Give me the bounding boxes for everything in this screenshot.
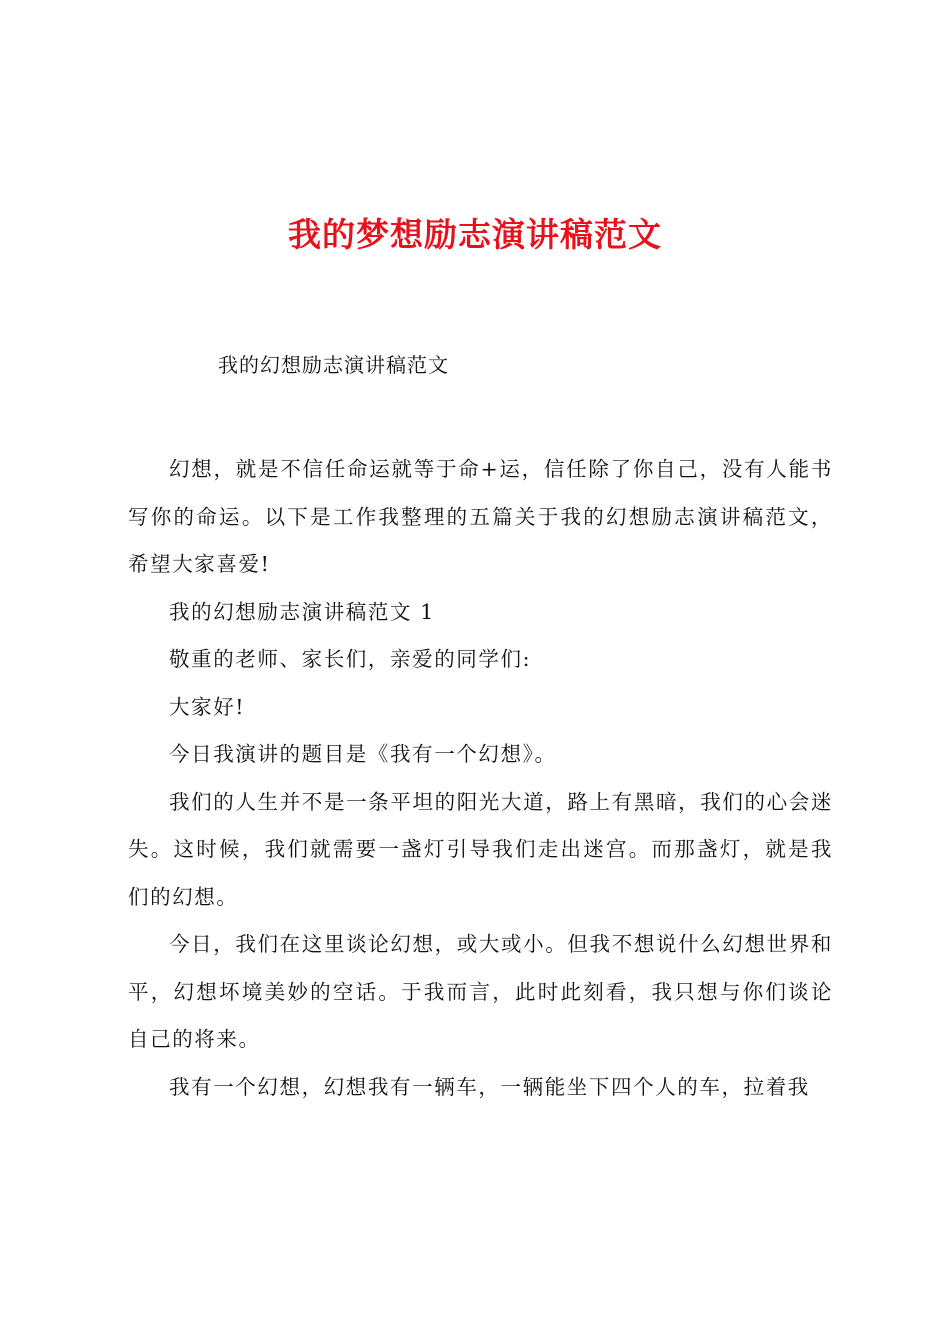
paragraph-salutation: 敬重的老师、家长们，亲爱的同学们: <box>169 647 532 671</box>
paragraph-dream-car: 我有一个幻想，幻想我有一辆车，一辆能坐下四个人的车，拉着我 <box>169 1074 810 1099</box>
paragraph-topic: 今日我演讲的题目是《我有一个幻想》。 <box>169 742 557 766</box>
paragraph-greeting: 大家好! <box>169 694 246 719</box>
paragraph-today: 今日，我们在这里谈论幻想，或大或小。但我不想说什么幻想世界和平，幻想坏境美妙的空话。于我而言，此时此刻看，我只想与你们谈论自己的将来。 <box>128 932 833 1051</box>
paragraph-intro: 幻想，就是不信任命运就等于命+运，信任除了你自己，没有人能书写你的命运。以下是工作我整理的五篇关于我的幻想励志演讲稿范文，希望大家喜爱! <box>128 457 833 576</box>
paragraph-section-heading: 我的幻想励志演讲稿范文 1 <box>169 599 435 624</box>
paragraph-life-road: 我们的人生并不是一条平坦的阳光大道，路上有黑暗，我们的心会迷失。这时候，我们就需要一盏灯引导我们走出迷宫。而那盏灯，就是我们的幻想。 <box>128 789 833 909</box>
document-subtitle: 我的幻想励志演讲稿范文 <box>218 353 449 377</box>
document-body <box>128 446 833 1111</box>
page-title: 我的梦想励志演讲稿范文 <box>288 215 662 254</box>
